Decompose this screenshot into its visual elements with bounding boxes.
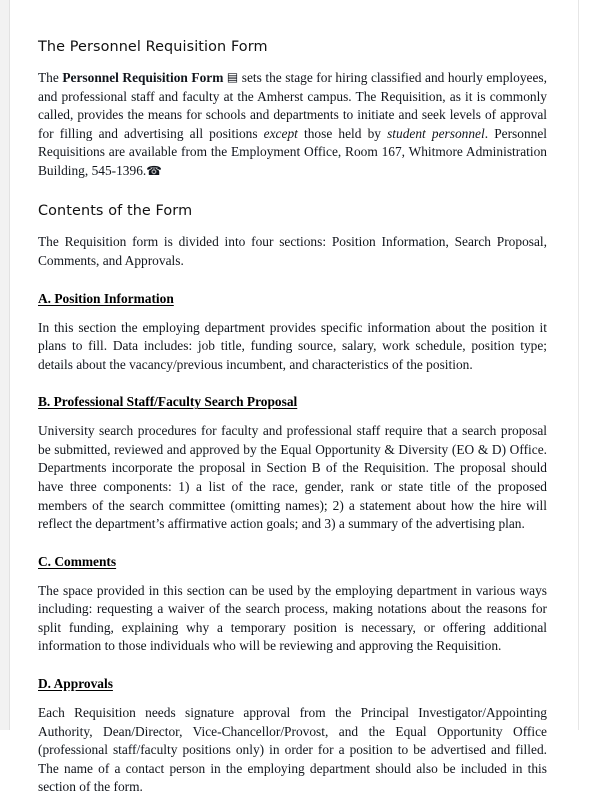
page-title: The Personnel Requisition Form	[38, 39, 268, 55]
telephone-icon: ☎	[146, 162, 162, 178]
section-body-d: Each Requisition needs signature approval from the Principal Investigator/Appointing Authority, Dean/Director, Vice-Chancellor/Provost, and the Equal Opportunity Office (professional staff/faculty positions only) in order for a position to be advertised and filled. The name of a contact person in the employing department should also be included in this section of the form.	[38, 705, 551, 795]
contents-heading: Contents of the Form	[38, 203, 193, 220]
section-heading-a: A. Position Information	[38, 290, 174, 306]
document-page	[10, 0, 578, 795]
intro-bold-term: Personnel Requisition Form	[62, 70, 224, 85]
intro-body-text: sets the stage for hiring classified and hourly employees, and professional staff and faculty at the Amherst campus. The Requisition, as it is commonly called, provides the means for schools and departments to initiate and seek levels of approval for filling and advertising all positions	[38, 70, 551, 141]
page-gutter-right	[578, 0, 600, 730]
contents-paragraph: The Requisition form is divided into four sections: Position Information, Search Proposal, Comments, and Approvals.	[38, 234, 551, 268]
intro-italic-except: except	[263, 125, 298, 141]
intro-tail-text: . Personnel Requisitions are available from the Employment Office, Room 167, Whitmore Administration Building, 545-1396.	[38, 125, 551, 178]
intro-italic-student-personnel: student personnel	[387, 125, 485, 141]
section-body-a: In this section the employing department provides specific information about the position it plans to fill. Data includes: job title, funding source, salary, work schedule, position type; details about the vacancy/previous incumbent, and characteristics of the position.	[38, 319, 551, 372]
section-body-c: The space provided in this section can be used by the employing department in various ways including: requesting a waiver of the search process, making notations about the reasons for split funding, explaining why a temporary position is necessary, or offering additional information to those individuals who will be reviewing and approving the Requisition.	[38, 582, 554, 654]
section-heading-b: B. Professional Staff/Faculty Search Proposal	[38, 394, 298, 410]
page-gutter-left	[0, 0, 10, 730]
intro-mid-text: those held by	[297, 125, 388, 141]
intro-lead-text: The	[38, 70, 63, 85]
intro-paragraph	[38, 69, 551, 180]
section-body-b: University search procedures for faculty and professional staff require that a search proposal be submitted, reviewed and approved by the Equal Opportunity & Diversity (EO & D) Office. Departments incorporate the proposal in Section B of the Requisition. The proposal should have three components: 1) a list of the race, gender, rank or state title of the proposed members of the search committee (omitting names); 2) a statement about how the hire will reflect the department’s affirmative action goals; and 3) a summary of the advertising plan.	[38, 423, 551, 532]
book-icon: ▤	[226, 70, 239, 84]
section-heading-d: D. Approvals	[38, 676, 113, 692]
section-heading-c: C. Comments	[38, 553, 117, 569]
